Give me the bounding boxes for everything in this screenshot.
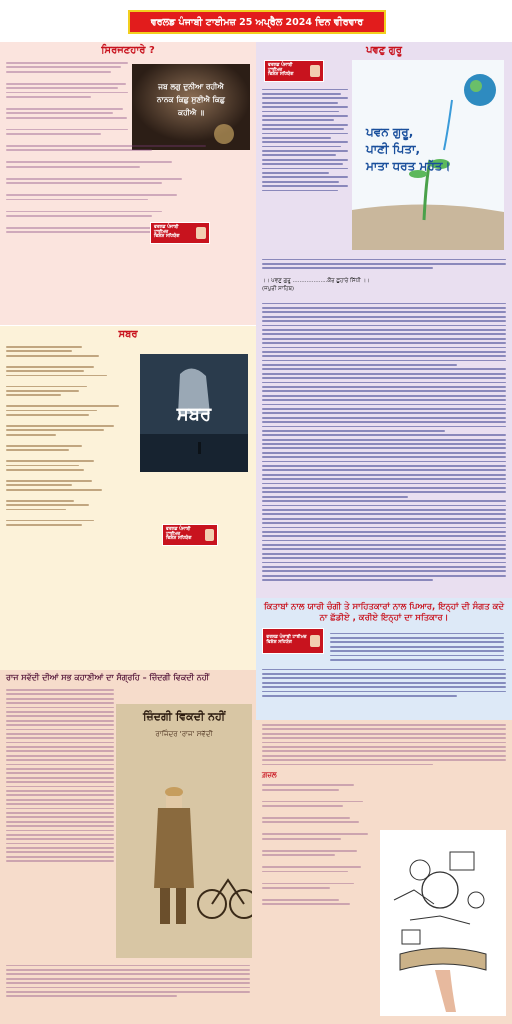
pavan-guru-image bbox=[352, 60, 504, 250]
section1-text-block bbox=[6, 62, 128, 135]
kitaban-text bbox=[330, 630, 504, 663]
author-badge: ਵਰਲਡ ਪੰਜਾਬੀ ਟਾਈਮਜ਼ ਵਿਸ਼ੇਸ਼ ਸਹਿਯੋਗ bbox=[262, 628, 324, 654]
byline-location: (ਜਪੁਰੀ ਸਾਹਿਬ) bbox=[262, 286, 295, 292]
badge-line-1: ਵਰਲਡ ਪੰਜਾਬੀ ਟਾਈਮਜ਼ bbox=[154, 224, 179, 235]
masthead-title: ਵਰਲਡ ਪੰਜਾਬੀ ਟਾਈਮਜ਼ 25 ਅਪ੍ਰੈਲ 2024 ਦਿਨ ਵੀਰਵਾਰ bbox=[150, 16, 364, 28]
image-line-3: ਮਾਤਾ ਧਰਤ ਮਹੱਤ। bbox=[366, 159, 451, 173]
ghazal-title: ਗ਼ਜ਼ਲ bbox=[262, 771, 277, 780]
badge-line-2: ਵਿਸ਼ੇਸ਼ ਸਹਿਯੋਗ bbox=[154, 234, 180, 240]
section-title: ਕਿਤਾਬਾਂ ਨਾਲ ਯਾਰੀ ਚੰਗੀ ਤੇ ਸਾਹਿਤਕਾਰਾਂ ਨਾਲ ਪਿਆਰ, ਇਨ੍ਹਾਂ ਦੀ ਸੰਗਤ ਕਦੇ ਨਾ ਛੱਡੀਏ , ਕਰੀਏ ਇਨ੍ਹਾਂ ਦਾ ਸਤਿਕਾਰ। bbox=[263, 602, 505, 623]
book-illustration bbox=[380, 830, 506, 1016]
byline: ।। ਪਵਣੁ ਗੁਰੂ ....................ਕੌਰ ਛੁਹਾਰੇ ਸਿੱਧੀ ।। bbox=[262, 278, 370, 284]
section-title: ਰਾਜ ਸਵੱਦੀ ਦੀਆਂ ਸਭ ਕਹਾਣੀਆਂ ਦਾ ਸੰਗ੍ਰਹਿ – ਜ਼ਿੰਦਗੀ ਵਿਕਦੀ ਨਹੀਂ bbox=[6, 673, 210, 682]
section-ghazal bbox=[256, 720, 512, 1024]
book-cover-art bbox=[116, 704, 252, 958]
zindagi-text-left bbox=[6, 689, 114, 862]
sabar-image bbox=[140, 354, 248, 472]
sabar-poem bbox=[6, 346, 132, 526]
quote-line-2: ਨਾਨਕ ਕਿਛੁ ਸੁਣੀਐ ਕਿਛੁ bbox=[157, 95, 225, 104]
section-pavan-guru bbox=[256, 42, 512, 638]
section2-text-wide bbox=[262, 256, 506, 272]
sabar-image-text: ਸਬਰ bbox=[176, 404, 212, 425]
zindagi-text-bottom bbox=[6, 962, 250, 1000]
quote-line-1: ਜਬ ਲਗੁ ਦੁਨੀਆ ਰਹੀਐ bbox=[158, 82, 224, 91]
section-title: ਸਬਰ bbox=[118, 329, 138, 340]
ghazal-intro bbox=[262, 724, 506, 765]
section-title: ਪਵਣੁ ਗੁਰੂ bbox=[366, 45, 402, 56]
author-badge: ਵਰਲਡ ਪੰਜਾਬੀ ਟਾਈਮਜ਼ ਵਿਸ਼ੇਸ਼ ਸਹਿਯੋਗ bbox=[264, 60, 324, 82]
ghazal-verses bbox=[262, 784, 372, 905]
section2-text-left bbox=[262, 86, 348, 194]
section-title: ਸਿਰਜਣਹਾਰੇ ? bbox=[101, 45, 155, 56]
section-zindagi bbox=[0, 670, 256, 1024]
author-avatar bbox=[205, 529, 214, 541]
book-cover-author: ਰਾਜਿੰਦਰ 'ਰਾਜ' ਸਵੱਦੀ bbox=[155, 730, 213, 738]
book-cover bbox=[116, 704, 252, 958]
author-badge: ਵਰਲਡ ਪੰਜਾਬੀ ਟਾਈਮਜ਼ ਵਿਸ਼ੇਸ਼ ਸਹਿਯੋਗ bbox=[162, 524, 218, 546]
masthead-band bbox=[128, 10, 386, 34]
author-avatar bbox=[310, 635, 320, 647]
section1-text-block-2 bbox=[6, 145, 250, 233]
image-line-2: ਪਾਣੀ ਪਿਤਾ, bbox=[366, 142, 421, 156]
section-sabar bbox=[0, 326, 256, 670]
section2-body bbox=[262, 300, 506, 584]
section-kitaban bbox=[256, 598, 512, 720]
quote-line-3: ਕਹੀਐ ॥ bbox=[177, 108, 205, 117]
author-avatar bbox=[196, 227, 206, 239]
book-illustration-svg bbox=[380, 830, 506, 1016]
section-srijanhare bbox=[0, 42, 256, 325]
kitaban-text-2 bbox=[262, 666, 506, 699]
masthead bbox=[0, 0, 512, 42]
book-cover-title: ਜ਼ਿੰਦਗੀ ਵਿਕਦੀ ਨਹੀਂ bbox=[142, 710, 226, 723]
quote-image bbox=[132, 64, 250, 150]
author-badge bbox=[150, 222, 210, 244]
author-avatar bbox=[310, 65, 320, 77]
image-line-1: ਪਵਨ ਗੁਰੂ, bbox=[366, 125, 414, 139]
